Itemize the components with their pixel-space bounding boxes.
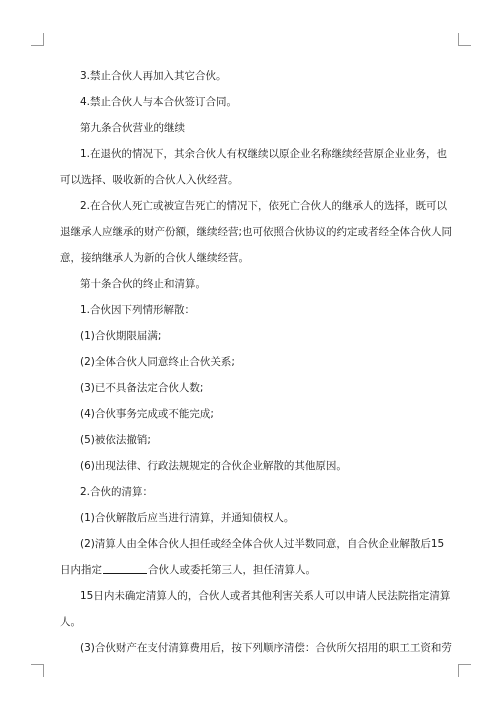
fill-in-blank <box>103 563 147 574</box>
article-9-heading: 第九条合伙营业的继续 <box>80 122 185 134</box>
blank-suffix: 合伙人或委托第三人，担任清算人。 <box>148 564 316 576</box>
blank-prefix: 日内指定 <box>60 564 102 576</box>
liquidator-court-line-2: 人。 <box>60 616 81 628</box>
dissolution-item-6: (6)出现法律、行政法规规定的合伙企业解散的其他原因。 <box>80 460 347 472</box>
dissolution-intro: 1.合伙因下列情形解散： <box>80 304 196 316</box>
dissolution-item-2: (2)全体合伙人同意终止合伙关系; <box>80 356 235 368</box>
clause-4-prohibit-contract: 4.禁止合伙人与本合伙签订合同。 <box>80 96 238 108</box>
article-9-para-2-line-3: 意，接纳继承人为新的合伙人继续经营。 <box>60 252 249 264</box>
article-9-para-1-line-1: 1.在退伙的情况下，其余合伙人有权继续以原企业名称继续经营原企业业务，也 <box>80 148 448 160</box>
liquidation-item-2-line-1: (2)清算人由全体合伙人担任或经全体合伙人过半数同意，自合伙企业解散后15 <box>80 538 445 550</box>
crop-mark-top-right <box>458 33 471 46</box>
dissolution-item-4: (4)合伙事务完成或不能完成; <box>80 408 214 420</box>
dissolution-item-1: (1)合伙期限届满; <box>80 330 162 342</box>
crop-mark-bottom-left <box>31 664 44 677</box>
dissolution-item-5: (5)被依法撤销; <box>80 434 151 446</box>
liquidation-intro: 2.合伙的清算： <box>80 486 154 498</box>
liquidation-item-3-line-1: (3)合伙财产在支付清算费用后，按下列顺序清偿：合伙所欠招用的职工工资和劳 <box>80 642 452 654</box>
article-9-para-2-line-1: 2.在合伙人死亡或被宣告死亡的情况下，依死亡合伙人的继承人的选择，既可以 <box>80 200 448 212</box>
liquidation-item-2-line-2 <box>60 563 316 577</box>
liquidation-item-1: (1)合伙解散后应当进行清算，并通知债权人。 <box>80 512 295 524</box>
article-10-heading: 第十条合伙的终止和清算。 <box>80 278 206 290</box>
article-9-para-2-line-2: 退继承人应继承的财产份额，继续经营;也可依照合伙协议的约定或者经全体合伙人同 <box>60 226 453 238</box>
article-9-para-1-line-2: 可以选择、吸收新的合伙人入伙经营。 <box>60 174 239 186</box>
crop-mark-top-left <box>31 33 44 46</box>
clause-3-prohibit-join: 3.禁止合伙人再加入其它合伙。 <box>80 70 227 82</box>
dissolution-item-3: (3)已不具备法定合伙人数; <box>80 382 204 394</box>
crop-mark-bottom-right <box>458 664 471 677</box>
liquidator-court-line-1: 15日内未确定清算人的，合伙人或者其他利害关系人可以申请人民法院指定清算 <box>80 590 451 602</box>
